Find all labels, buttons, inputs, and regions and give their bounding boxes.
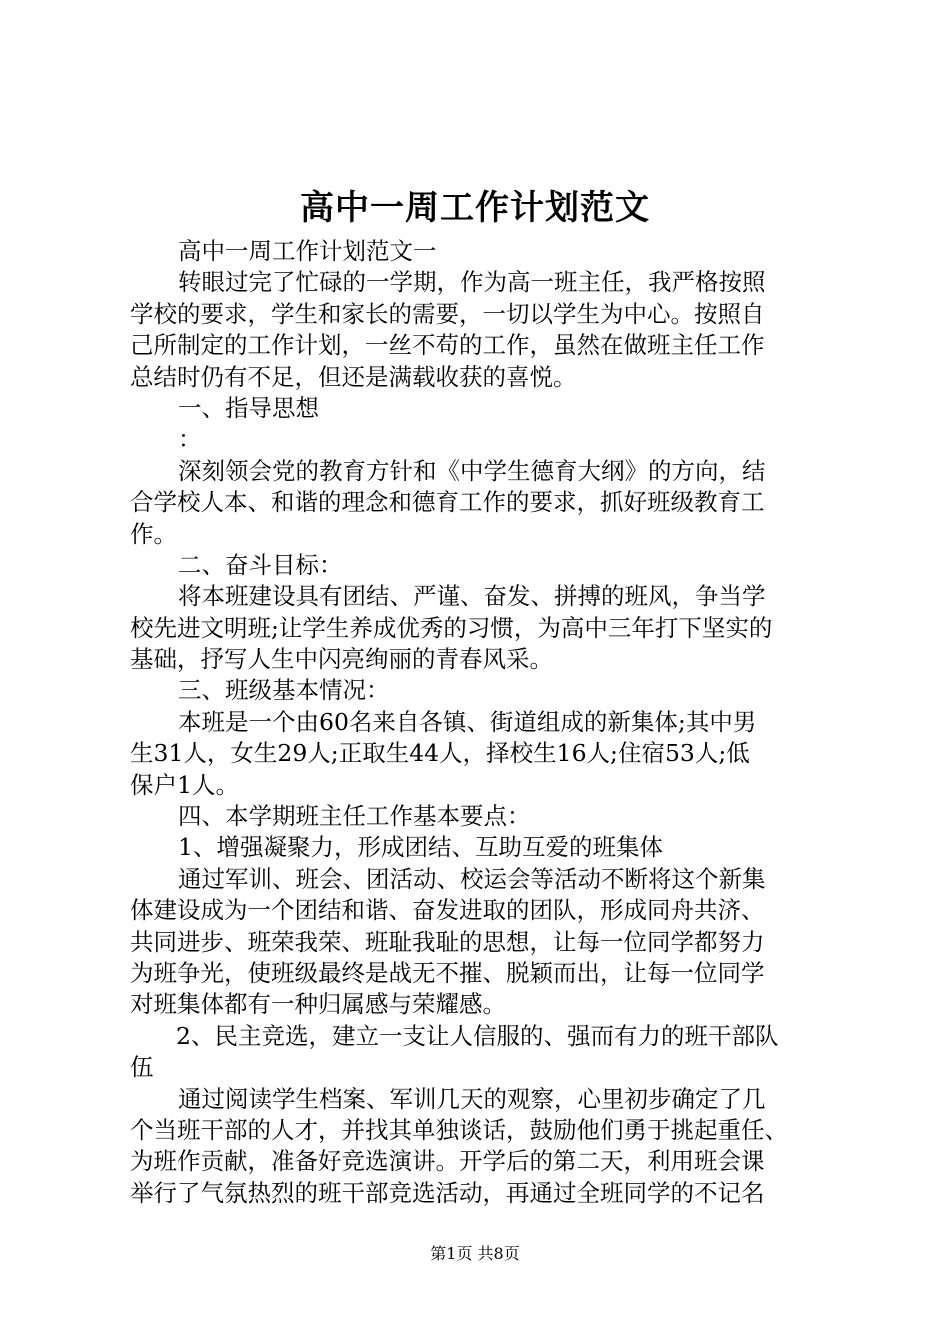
body-line: 共同进步、班荣我荣、班耻我耻的思想，让每一位同学都努力 [130,927,765,956]
body-line: 对班集体都有一种归属感与荣耀感。 [130,990,506,1019]
body-line: 转眼过完了忙碌的一学期，作为高一班主任，我严格按照 [178,268,766,297]
body-line: 己所制定的工作计划，一丝不苟的工作，虽然在做班主任工作 [130,331,765,360]
body-line: 生31人，女生29人;正取生44人，择校生16人;住宿53人;低 [130,739,750,768]
body-line: 体建设成为一个团结和谐、奋发进取的团队，形成同舟共济、 [130,896,765,925]
body-line: 一、指导思想 [178,393,319,422]
body-line: 深刻领会党的教育方针和《中学生德育大纲》的方向，结 [178,456,766,485]
body-line: 总结时仍有不足，但还是满载收获的喜悦。 [130,362,577,391]
body-line: 举行了气氛热烈的班干部竞选活动，再通过全班同学的不记名 [130,1178,765,1207]
body-line: 基础，抒写人生中闪亮绚丽的青春风采。 [130,645,553,674]
body-line: 高中一周工作计划范文一 [178,237,437,265]
body-line: 伍 [130,1053,154,1082]
body-line: 四、本学期班主任工作基本要点： [178,802,531,831]
body-line: 为班争光，使班级最终是战无不摧、脱颖而出，让每一位同学 [130,958,765,987]
body-line: 二、奋斗目标： [178,550,343,579]
body-line: 三、班级基本情况： [178,676,390,705]
body-line: 通过军训、班会、团活动、校运会等活动不断将这个新集 [178,864,766,893]
body-line: 保户1人。 [130,770,239,799]
body-line: 2、民主竞选，建立一支让人信服的、强而有力的班干部队 [176,1021,779,1050]
body-line: ： [178,425,202,454]
body-line: 学校的要求，学生和家长的需要，一切以学生为中心。按照自 [130,299,765,328]
body-line: 本班是一个由60名来自各镇、街道组成的新集体;其中男 [178,707,757,736]
body-line: 校先进文明班;让学生养成优秀的习惯，为高中三年打下坚实的 [130,613,773,642]
body-line: 通过阅读学生档案、军训几天的观察，心里初步确定了几 [178,1084,766,1113]
body-line: 作。 [130,519,177,548]
document-body [130,236,830,1209]
body-line: 合学校人本、和谐的理念和德育工作的要求，抓好班级教育工 [130,488,765,517]
document-title: 高中一周工作计划范文 [300,188,650,228]
body-line: 1、增强凝聚力，形成团结、互助互爱的班集体 [178,833,663,862]
body-line: 将本班建设具有团结、严谨、奋发、拼搏的班风，争当学 [178,582,766,611]
body-line: 个当班干部的人才，并找其单独谈话，鼓励他们勇于挑起重任、 [130,1115,788,1144]
page-footer: 第1页 共8页 [430,1244,520,1263]
body-line: 为班作贡献，准备好竞选演讲。开学后的第二天，利用班会课 [130,1147,765,1176]
